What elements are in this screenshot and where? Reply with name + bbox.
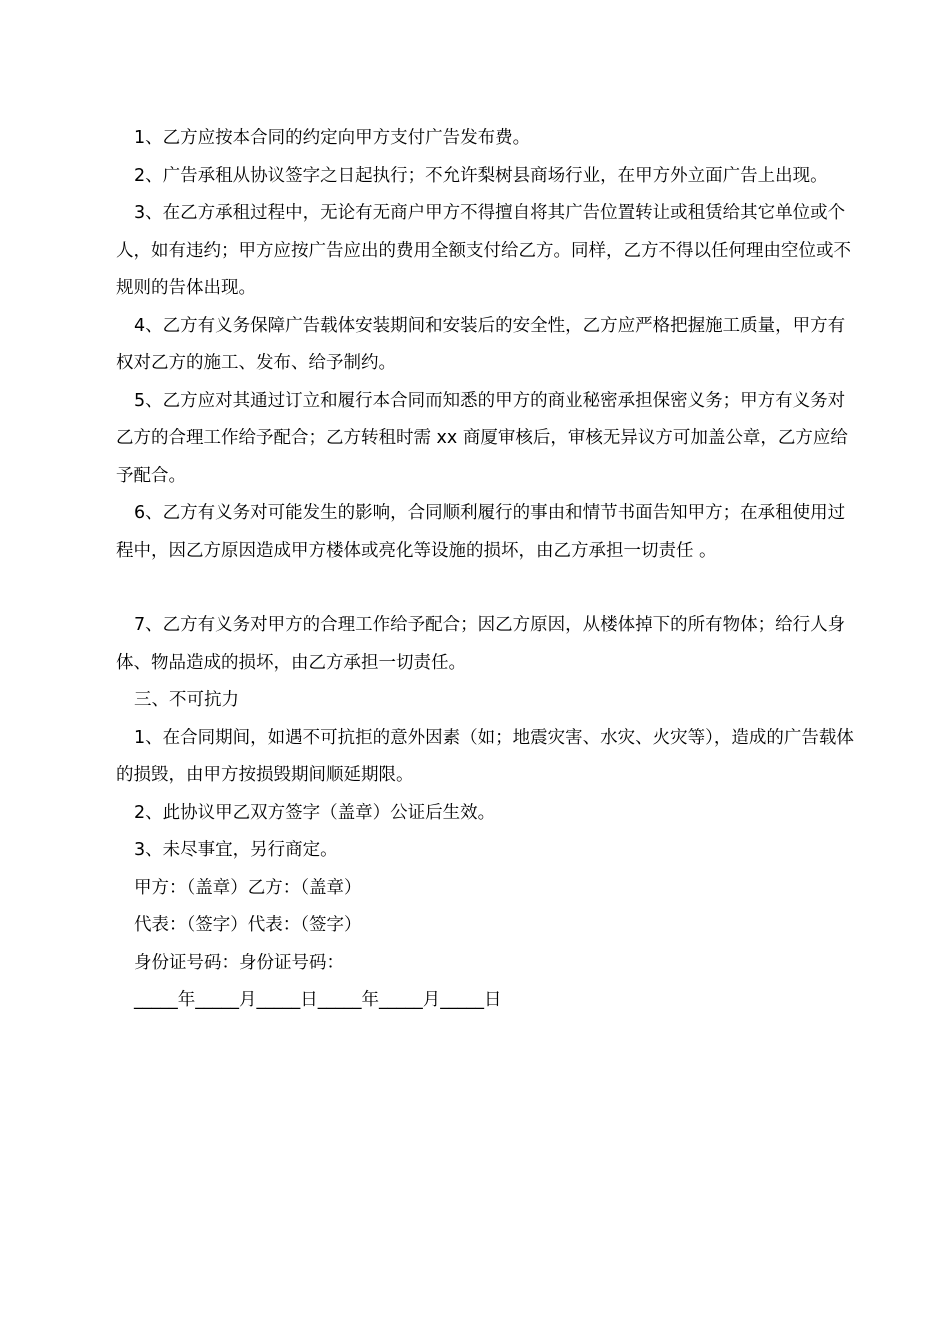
date-line: _____年_____月_____日_____年_____月_____日 <box>134 990 502 1010</box>
document-body <box>116 120 856 1020</box>
clause-7: 7、乙方有义务对甲方的合理工作给予配合；因乙方原因，从楼体掉下的所有物体；给行人身体、物品造成的损坏，由乙方承担一切责任。 <box>116 615 846 673</box>
clause-5: 5、乙方应对其通过订立和履行本合同而知悉的甲方的商业秘密承担保密义务；甲方有义务对乙方的合理工作给予配合；乙方转租时需 xx 商厦审核后，审核无异议方可加盖公章，乙方应给予配合。 <box>116 390 848 486</box>
clause-6: 6、乙方有义务对可能发生的影响，合同顺利履行的事由和情节书面告知甲方；在承租使用过程中，因乙方原因造成甲方楼体或亮化等设施的损坏，由乙方承担一切责任 。 <box>116 503 846 561</box>
section-heading-force-majeure: 三、不可抗力 <box>134 690 239 710</box>
id-number-line: 身份证号码：身份证号码： <box>134 952 344 973</box>
blank-line <box>116 570 856 607</box>
clause-4: 4、乙方有义务保障广告载体安装期间和安装后的安全性，乙方应严格把握施工质量，甲方有权对乙方的施工、发布、给予制约。 <box>116 315 846 373</box>
signature-representative-line: 代表：（签字）代表：（签字） <box>134 915 362 935</box>
clause-2: 2、广告承租从协议签字之日起执行；不允许梨树县商场行业，在甲方外立面广告上出现。 <box>134 165 828 186</box>
signature-seal-line: 甲方：（盖章）乙方：（盖章） <box>134 877 362 898</box>
force-majeure-clause-2: 2、此协议甲乙双方签字（盖章）公证后生效。 <box>134 802 496 823</box>
force-majeure-clause-3: 3、未尽事宜，另行商定。 <box>134 840 338 860</box>
force-majeure-clause-1: 1、在合同期间，如遇不可抗拒的意外因素（如；地震灾害、水灾、火灾等），造成的广告载体的损毁，由甲方按损毁期间顺延期限。 <box>116 727 854 785</box>
clause-1: 1、乙方应按本合同的约定向甲方支付广告发布费。 <box>134 128 531 148</box>
clause-3: 3、在乙方承租过程中，无论有无商户甲方不得擅自将其广告位置转让或租赁给其它单位或个人，如有违约；甲方应按广告应出的费用全额支付给乙方。同样，乙方不得以任何理由空位或不规则的告体出现。 <box>116 203 851 298</box>
